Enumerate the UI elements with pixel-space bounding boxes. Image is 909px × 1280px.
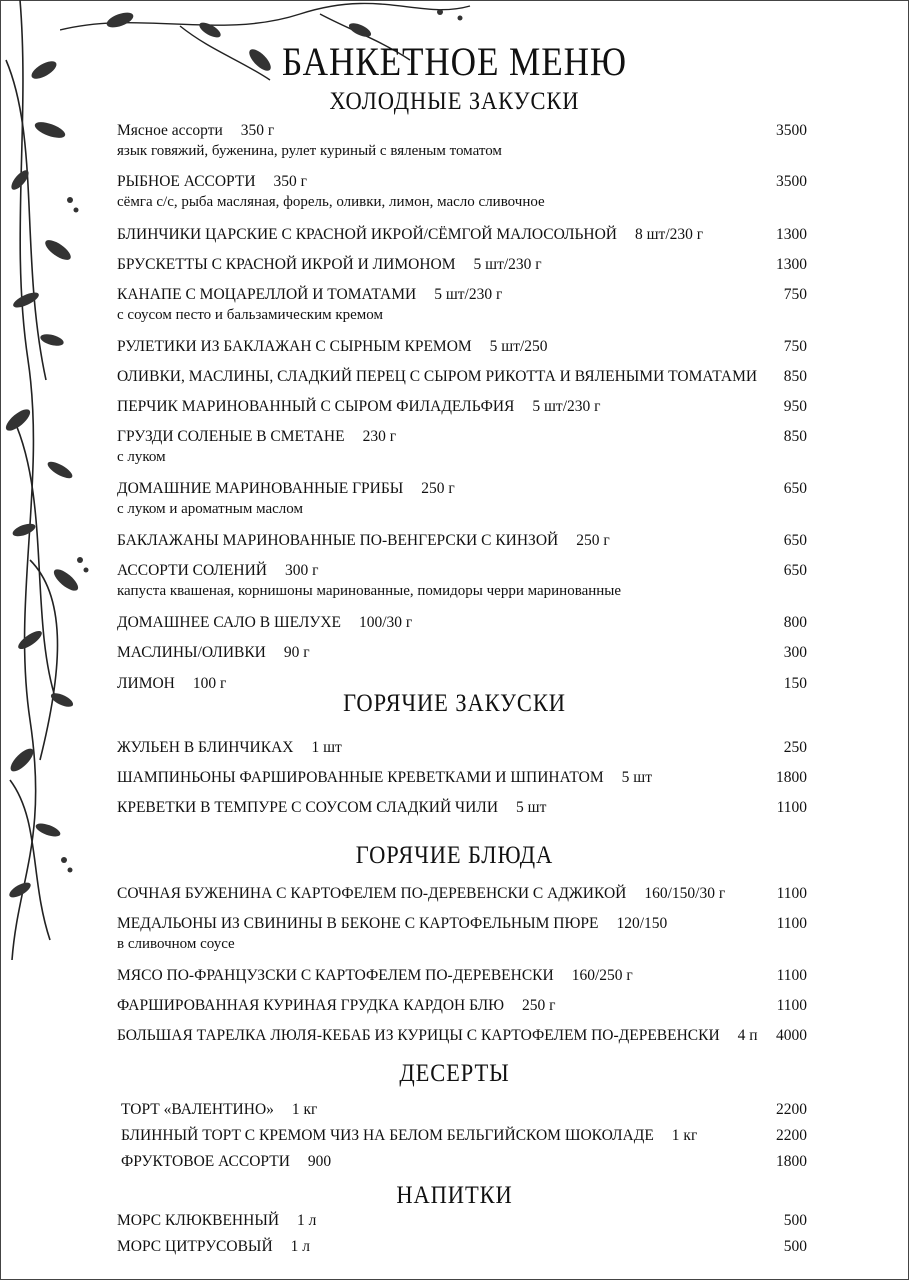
menu-item: ДОМАШНИЕ МАРИНОВАННЫЕ ГРИБЫ 250 г 650 с луком и ароматным маслом: [117, 480, 807, 517]
menu-item: ОЛИВКИ, МАСЛИНЫ, СЛАДКИЙ ПЕРЕЦ С СЫРОМ РИКОТТА И ВЯЛЕНЫМИ ТОМАТАМИ 850: [117, 368, 807, 385]
menu-item: КРЕВЕТКИ В ТЕМПУРЕ С СОУСОМ СЛАДКИЙ ЧИЛИ 5 шт 1100: [117, 799, 807, 816]
menu-item: МЯСО ПО-ФРАНЦУЗСКИ С КАРТОФЕЛЕМ ПО-ДЕРЕВЕНСКИ 160/250 г 1100: [117, 967, 807, 984]
section-title-hot-dishes: ГОРЯЧИЕ БЛЮДА: [355, 842, 554, 869]
menu-item: ЖУЛЬЕН В БЛИНЧИКАХ 1 шт 250: [117, 739, 807, 756]
menu-item: БРУСКЕТТЫ С КРАСНОЙ ИКРОЙ И ЛИМОНОМ 5 шт/230 г 1300: [117, 256, 807, 273]
menu-item: Мясное ассорти 350 г 3500 язык говяжий, буженина, рулет куриный с вяленым томатом: [117, 122, 807, 159]
menu-item: ГРУЗДИ СОЛЕНЫЕ В СМЕТАНЕ 230 г 850 с луком: [117, 428, 807, 465]
menu-item: ТОРТ «ВАЛЕНТИНО» 1 кг 2200: [121, 1101, 807, 1118]
menu-item: РЫБНОЕ АССОРТИ 350 г 3500 сёмга с/с, рыба масляная, форель, оливки, лимон, масло сливочное: [117, 173, 807, 210]
section-title-desserts: ДЕСЕРТЫ: [399, 1060, 510, 1087]
menu-item: МЕДАЛЬОНЫ ИЗ СВИНИНЫ В БЕКОНЕ С КАРТОФЕЛЬНЫМ ПЮРЕ 120/150 1100 в сливочном соусе: [117, 915, 807, 952]
menu-item: РУЛЕТИКИ ИЗ БАКЛАЖАН С СЫРНЫМ КРЕМОМ 5 шт/250 750: [117, 338, 807, 355]
menu-title: БАНКЕТНОЕ МЕНЮ: [282, 39, 627, 84]
menu-item: БЛИНЧИКИ ЦАРСКИЕ С КРАСНОЙ ИКРОЙ/СЁМГОЙ МАЛОСОЛЬНОЙ 8 шт/230 г 1300: [117, 226, 807, 243]
menu-item: КАНАПЕ С МОЦАРЕЛЛОЙ И ТОМАТАМИ 5 шт/230 г 750 с соусом песто и бальзамическим кремом: [117, 286, 807, 323]
menu-item: АССОРТИ СОЛЕНИЙ 300 г 650 капуста квашеная, корнишоны маринованные, помидоры черри маринованные: [117, 562, 807, 599]
menu-item: БОЛЬШАЯ ТАРЕЛКА ЛЮЛЯ-КЕБАБ ИЗ КУРИЦЫ С КАРТОФЕЛЕМ ПО-ДЕРЕВЕНСКИ 4 п 4000: [117, 1027, 807, 1044]
menu-item: СОЧНАЯ БУЖЕНИНА С КАРТОФЕЛЕМ ПО-ДЕРЕВЕНСКИ С АДЖИКОЙ 160/150/30 г 1100: [117, 885, 807, 902]
section-title-hot-appetizers: ГОРЯЧИЕ ЗАКУСКИ: [343, 690, 566, 717]
section-title-drinks: НАПИТКИ: [396, 1182, 513, 1209]
menu-item: МОРС ЦИТРУСОВЫЙ 1 л 500: [117, 1238, 807, 1255]
menu-item: МОРС КЛЮКВЕННЫЙ 1 л 500: [117, 1212, 807, 1229]
menu-item: БАКЛАЖАНЫ МАРИНОВАННЫЕ ПО-ВЕНГЕРСКИ С КИНЗОЙ 250 г 650: [117, 532, 807, 549]
menu-item: ФРУКТОВОЕ АССОРТИ 900 1800: [121, 1153, 807, 1170]
menu-item: ДОМАШНЕЕ САЛО В ШЕЛУХЕ 100/30 г 800: [117, 614, 807, 631]
menu-item: МАСЛИНЫ/ОЛИВКИ 90 г 300: [117, 644, 807, 661]
menu-item: ПЕРЧИК МАРИНОВАННЫЙ С СЫРОМ ФИЛАДЕЛЬФИЯ 5 шт/230 г 950: [117, 398, 807, 415]
menu-item: ЛИМОН 100 г 150: [117, 675, 807, 692]
botanical-decoration: [0, 0, 120, 960]
menu-item: ФАРШИРОВАННАЯ КУРИНАЯ ГРУДКА КАРДОН БЛЮ 250 г 1100: [117, 997, 807, 1014]
section-title-cold: ХОЛОДНЫЕ ЗАКУСКИ: [329, 88, 580, 115]
menu-item: ШАМПИНЬОНЫ ФАРШИРОВАННЫЕ КРЕВЕТКАМИ И ШПИНАТОМ 5 шт 1800: [117, 769, 807, 786]
menu-item: БЛИННЫЙ ТОРТ С КРЕМОМ ЧИЗ НА БЕЛОМ БЕЛЬГИЙСКОМ ШОКОЛАДЕ 1 кг 2200: [121, 1127, 807, 1144]
